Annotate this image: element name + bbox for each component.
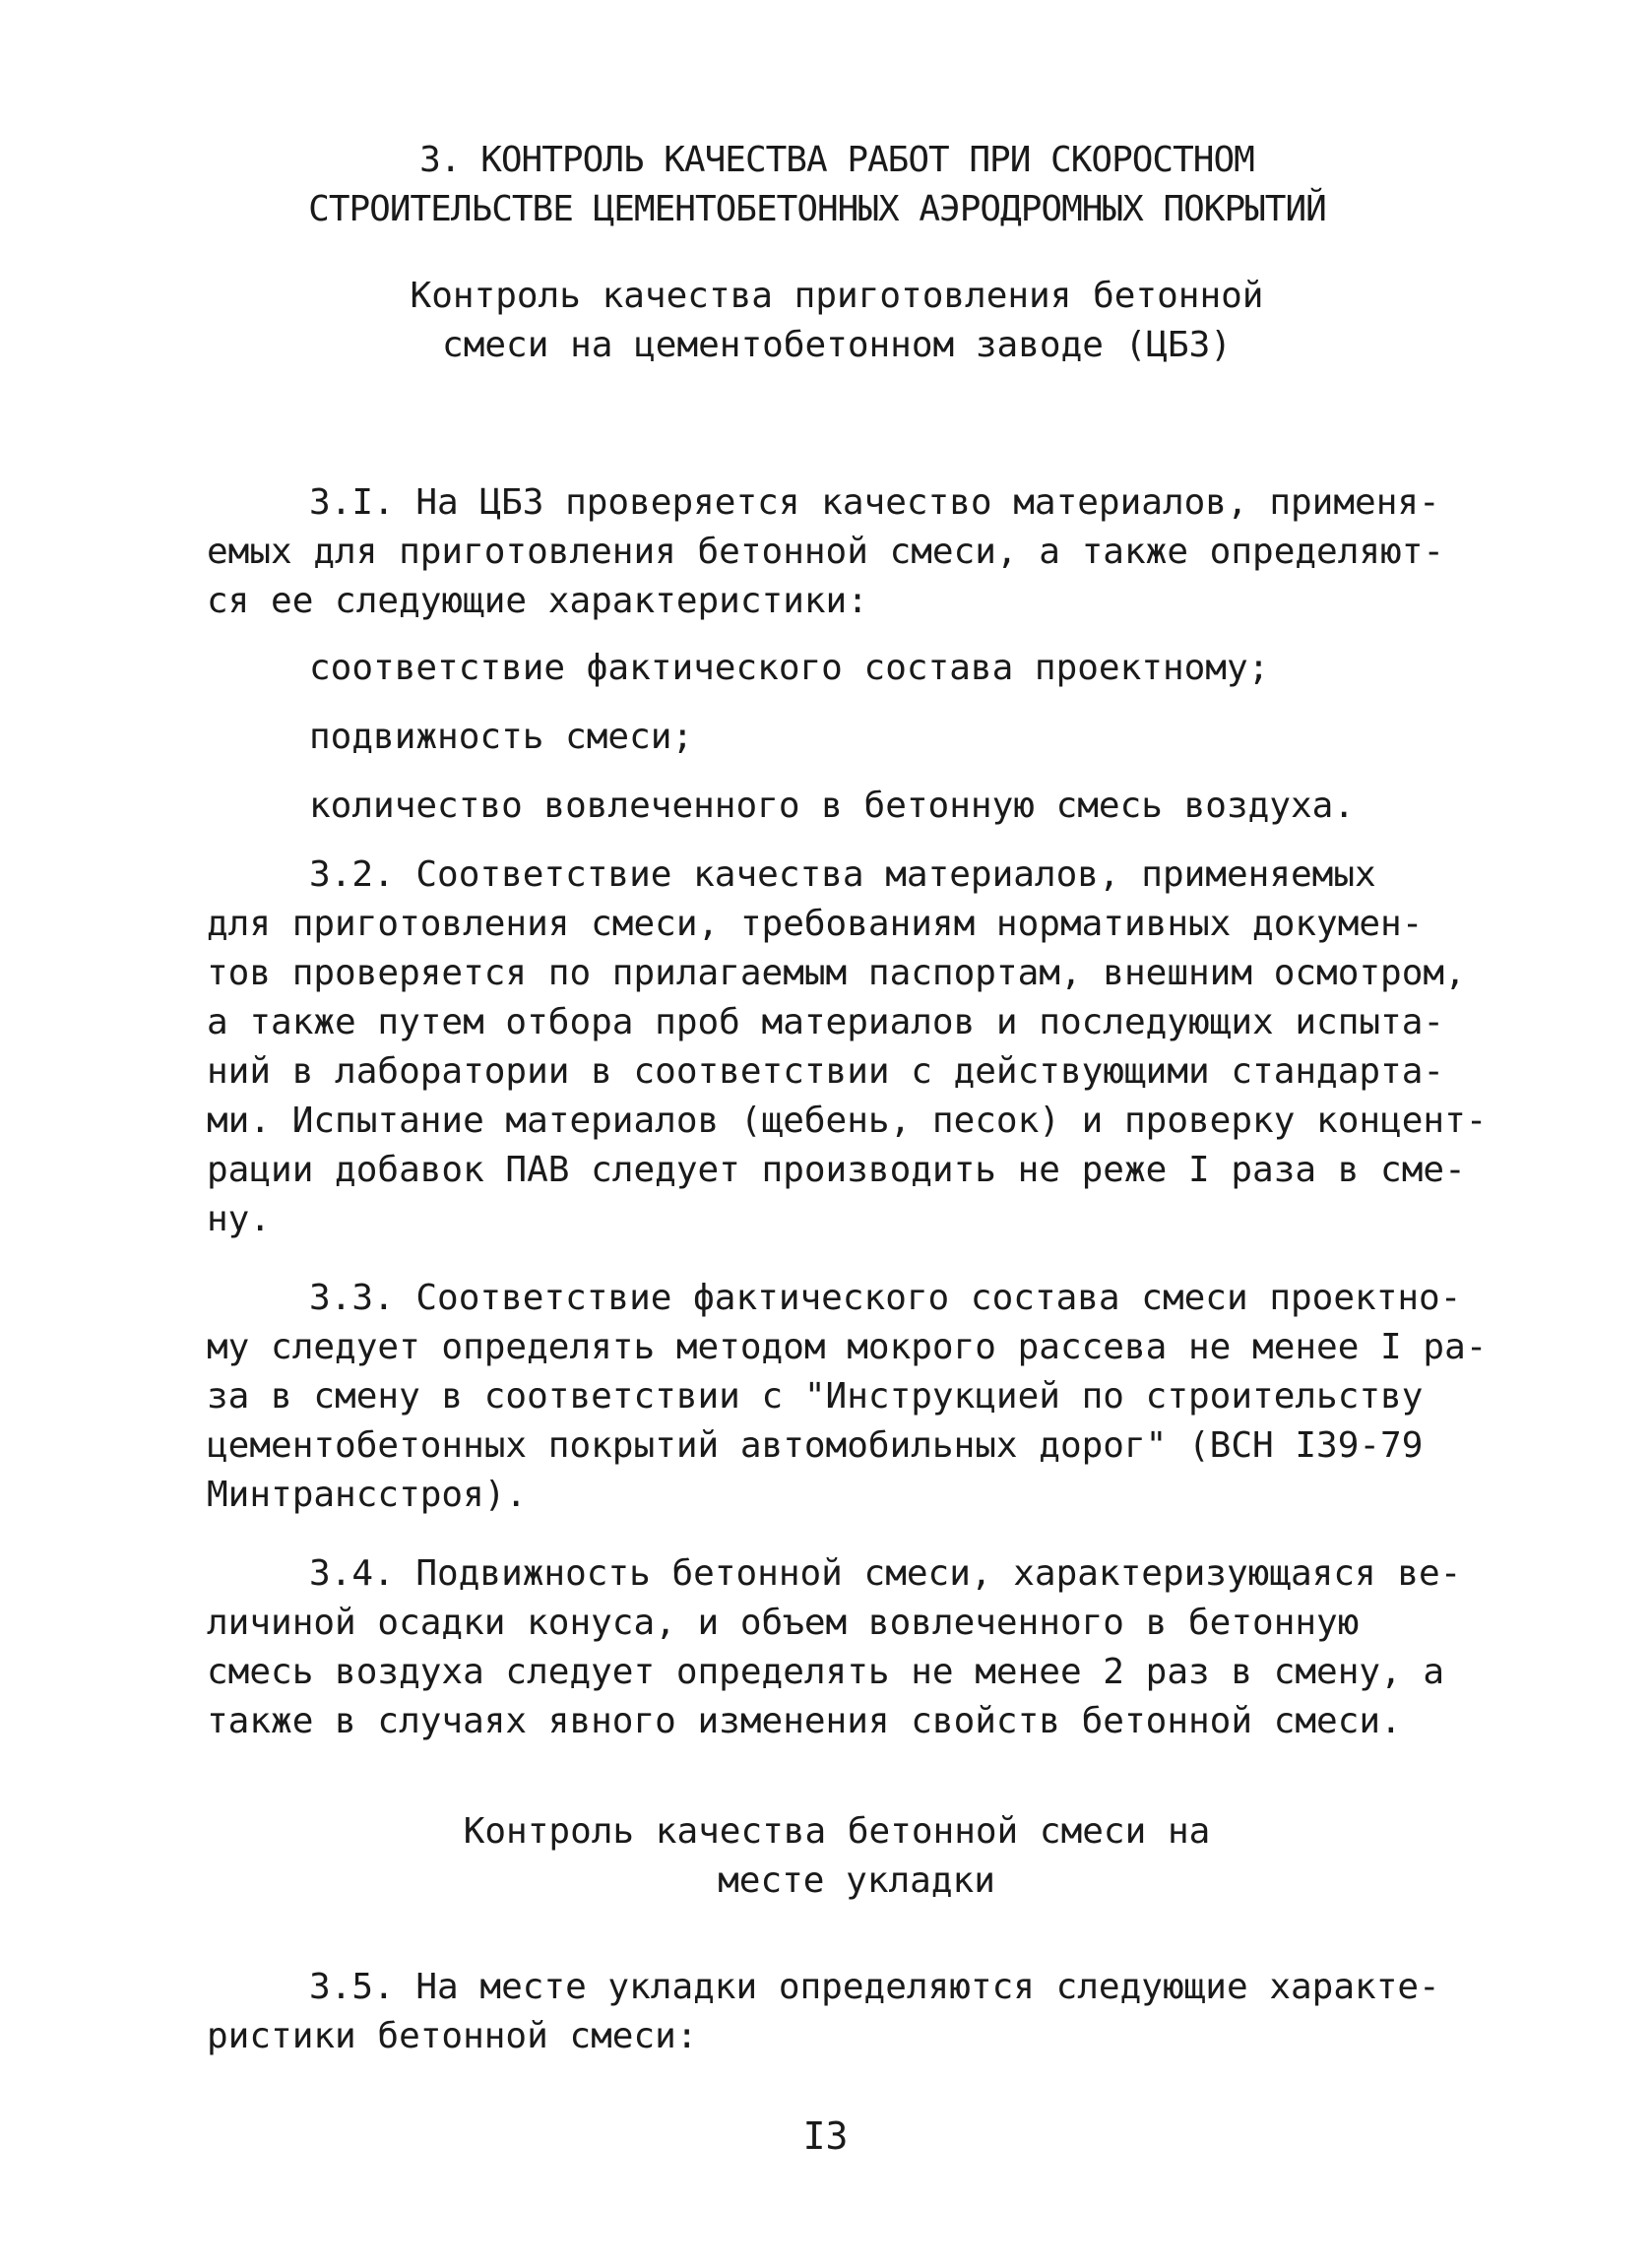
subsection-title-site: [207, 1807, 1467, 1906]
paragraph-3-5: 3.5. На месте укладки определяются следующие характе- ристики бетонной смеси:: [207, 1967, 1440, 2056]
section-title: [207, 136, 1467, 234]
list-item: соответствие фактического состава проектному;: [309, 648, 1270, 688]
paragraph-3-1: 3.I. На ЦБЗ проверяется качество материалов, применя- емых для приготовления бетонной смеси, а также определяют- ся ее следующие характеристики:: [207, 482, 1445, 621]
paragraph-3-4: 3.4. Подвижность бетонной смеси, характеризующаяся ве- личиной осадки конуса, и объем вовлеченного в бетонную смесь воздуха следует определять не менее 2 раз в смену, а также в случаях явного изменения свойств бетонной смеси.: [207, 1553, 1462, 1741]
subsection-line: Контроль качества бетонной смеси на: [463, 1811, 1211, 1852]
subsection-title-plant: [207, 272, 1467, 370]
characteristics-list: [207, 644, 1467, 831]
list-item: подвижность смеси;: [309, 717, 694, 757]
list-item: количество вовлеченного в бетонную смесь воздуха.: [309, 786, 1356, 826]
document-page: [207, 128, 1488, 2061]
subsection-line: Контроль качества приготовления бетонной: [410, 276, 1264, 316]
section-title-line: СТРОИТЕЛЬСТВЕ ЦЕМЕНТОБЕТОННЫХ АЭРОДРОМНЫХ ПОКРЫТИЙ: [308, 189, 1326, 229]
subsection-line: месте укладки: [718, 1860, 995, 1901]
section-title-line: 3. КОНТРОЛЬ КАЧЕСТВА РАБОТ ПРИ СКОРОСТНОМ: [419, 140, 1254, 180]
subsection-line: смеси на цементобетонном заводе (ЦБЗ): [442, 325, 1232, 365]
page-number: I3: [802, 2114, 849, 2158]
paragraph-3-2: 3.2. Соответствие качества материалов, применяемых для приготовления смеси, требованиям нормативных докумен- тов проверяется по прилагаемым паспортам, внешним осмотром, а также путем отбора проб материалов и последующих испыта- ний в лаборатории в соответствии с действующими стандарта- ми. Испытание материалов (щебень, песок) и проверку концент- рации добавок ПАВ следует производить не реже I раза в сме- ну.: [207, 854, 1488, 1239]
paragraph-3-3: 3.3. Соответствие фактического состава смеси проектно- му следует определять методом мокрого рассева не менее I ра- за в смену в соответствии с "Инструкцией по строительству цементобетонных покрытий автомобильных дорог" (ВСН I39-79 Минтрансстроя).: [207, 1278, 1488, 1515]
